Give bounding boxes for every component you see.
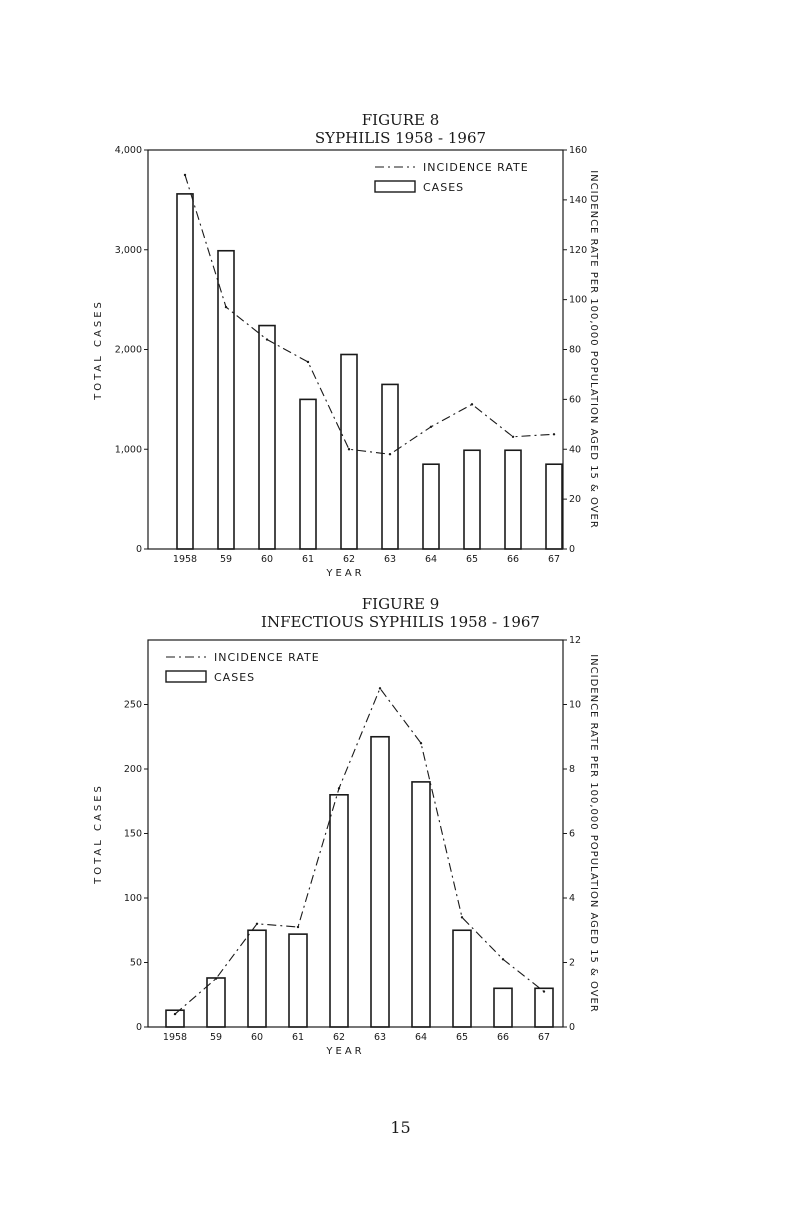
cases-bar [341, 354, 357, 549]
y-tick-label: 1,000 [114, 444, 142, 456]
incidence-rate-point [430, 426, 432, 428]
cases-bar [494, 988, 512, 1027]
y2-tick-label: 12 [569, 635, 582, 646]
y2-tick-label: 160 [569, 145, 588, 156]
legend-line-label: INCIDENCE RATE [214, 651, 320, 664]
incidence-rate-line [175, 688, 544, 1014]
y2-tick-label: 80 [569, 344, 582, 356]
x-tick-label: 61 [301, 554, 315, 565]
cases-bar [464, 450, 480, 549]
x-tick-label: 63 [373, 1032, 387, 1043]
x-axis-label: YEAR [326, 568, 365, 579]
y2-axis-label: INCIDENCE RATE PER 100,000 POPULATION AGED 15 & OVER [588, 654, 599, 1013]
cases-bar [207, 978, 225, 1027]
y-tick-label: 4,000 [114, 145, 142, 156]
x-tick-label: 64 [424, 554, 438, 565]
y2-tick-label: 0 [569, 1022, 576, 1033]
incidence-rate-point [266, 338, 268, 340]
y-tick-label: 0 [135, 544, 142, 555]
cases-bar [300, 399, 316, 549]
incidence-rate-point [461, 916, 463, 918]
figure-8-chart [0, 140, 801, 590]
x-tick-label: 64 [414, 1032, 428, 1043]
cases-bar [166, 1010, 184, 1027]
x-tick-label: 65 [455, 1032, 469, 1043]
incidence-rate-point [174, 1013, 176, 1015]
cases-bar [382, 384, 398, 549]
cases-bar [371, 737, 389, 1027]
incidence-rate-point [348, 448, 350, 450]
y2-tick-label: 20 [569, 494, 582, 506]
cases-bar [289, 934, 307, 1027]
cases-bar [412, 782, 430, 1027]
y-tick-label: 3,000 [114, 244, 142, 256]
cases-bar [453, 930, 471, 1027]
figure-9-title: INFECTIOUS SYPHILIS 1958 - 1967 [261, 613, 540, 631]
cases-bar [423, 464, 439, 549]
incidence-rate-point [297, 926, 299, 928]
x-tick-label: 1958 [172, 554, 198, 565]
cases-bar [177, 194, 193, 549]
legend-bar-swatch [375, 181, 415, 192]
x-tick-label: 61 [291, 1032, 305, 1043]
incidence-rate-point [512, 436, 514, 438]
incidence-rate-point [553, 433, 555, 435]
y2-tick-label: 10 [569, 699, 582, 711]
incidence-rate-point [225, 306, 227, 308]
incidence-rate-point [502, 958, 504, 960]
incidence-rate-point [543, 990, 545, 992]
legend-bar-label: CASES [214, 671, 256, 684]
x-axis-label: YEAR [326, 1046, 365, 1057]
cases-bar [259, 326, 275, 549]
incidence-rate-point [338, 787, 340, 789]
x-tick-label: 63 [383, 554, 397, 565]
x-tick-label: 65 [465, 554, 479, 565]
incidence-rate-point [307, 361, 309, 363]
y2-axis-label: INCIDENCE RATE PER 100,000 POPULATION AGED 15 & OVER [588, 170, 599, 529]
incidence-rate-point [471, 403, 473, 405]
x-tick-label: 67 [547, 554, 561, 565]
y2-tick-label: 4 [569, 893, 576, 904]
x-tick-label: 62 [332, 1032, 346, 1043]
incidence-rate-point [379, 687, 381, 689]
cases-bar [330, 795, 348, 1027]
y2-tick-label: 120 [569, 244, 588, 256]
x-tick-label: 66 [506, 554, 520, 565]
incidence-rate-point [389, 453, 391, 455]
y2-tick-label: 40 [569, 444, 582, 456]
x-tick-label: 59 [209, 1032, 223, 1043]
x-tick-label: 60 [260, 554, 274, 565]
figure-9-chart [0, 630, 801, 1070]
y2-tick-label: 6 [569, 828, 576, 840]
x-tick-label: 67 [537, 1032, 551, 1043]
legend-line-label: INCIDENCE RATE [423, 161, 529, 174]
figure-9-plot-frame [148, 640, 563, 1027]
figure-8-title: SYPHILIS 1958 - 1967 [314, 129, 487, 147]
legend-bar-label: CASES [423, 181, 465, 194]
cases-bar [248, 930, 266, 1027]
incidence-rate-line [185, 175, 554, 454]
page-number: 15 [390, 1118, 411, 1137]
y2-tick-label: 0 [569, 544, 576, 555]
y-tick-label: 100 [123, 893, 142, 904]
y-tick-label: 200 [123, 764, 142, 775]
legend-bar-swatch [166, 671, 206, 682]
y-tick-label: 2,000 [114, 344, 142, 356]
y-axis-label: TOTAL CASES [93, 783, 104, 884]
y-tick-label: 250 [123, 699, 142, 711]
x-tick-label: 62 [342, 554, 356, 565]
x-tick-label: 1958 [162, 1032, 188, 1043]
figure-8-plot-frame [148, 150, 563, 549]
y2-tick-label: 140 [569, 194, 588, 206]
x-tick-label: 59 [219, 554, 233, 565]
cases-bar [546, 464, 562, 549]
incidence-rate-point [420, 742, 422, 744]
y2-tick-label: 100 [569, 294, 588, 306]
y2-tick-label: 60 [569, 394, 582, 406]
y2-tick-label: 8 [569, 764, 576, 775]
y-tick-label: 50 [129, 957, 142, 969]
cases-bar [535, 988, 553, 1027]
incidence-rate-point [256, 923, 258, 925]
x-tick-label: 66 [496, 1032, 510, 1043]
incidence-rate-point [215, 977, 217, 979]
figure-9-label: FIGURE 9 [361, 595, 440, 613]
cases-bar [505, 450, 521, 549]
y-tick-label: 0 [135, 1022, 142, 1033]
y-tick-label: 150 [123, 828, 142, 840]
cases-bar [218, 251, 234, 549]
y2-tick-label: 2 [569, 957, 576, 969]
incidence-rate-point [184, 174, 186, 176]
x-tick-label: 60 [250, 1032, 264, 1043]
y-axis-label: TOTAL CASES [93, 299, 104, 400]
figure-8-label: FIGURE 8 [361, 111, 440, 129]
